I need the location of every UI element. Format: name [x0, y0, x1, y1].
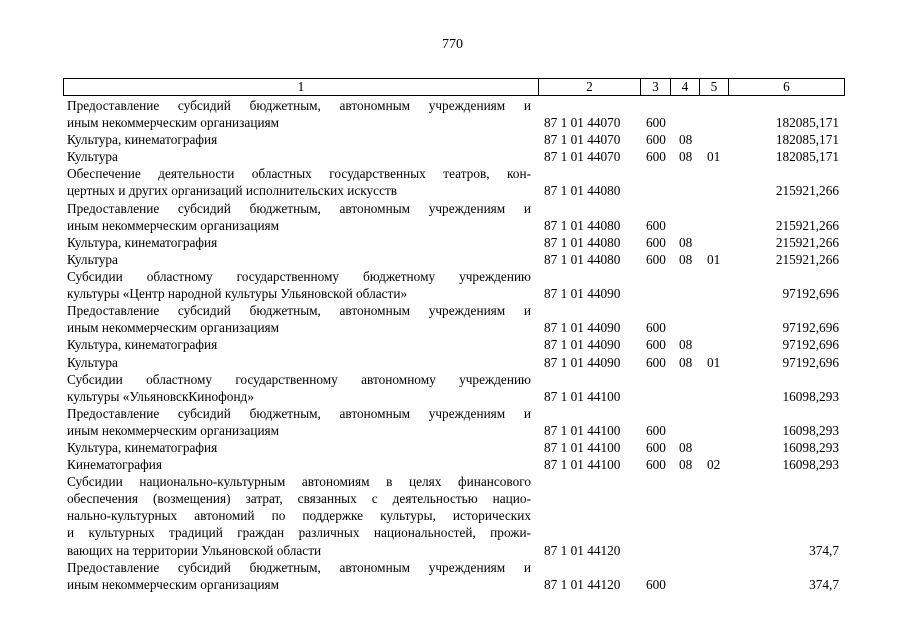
table-row: [0, 354, 905, 371]
description-line: Культура, кинематография: [67, 337, 218, 353]
row-col-4: 08: [679, 234, 693, 250]
row-amount: 215921,266: [775, 251, 839, 267]
description-line: иным некоммерческим организациям: [67, 320, 280, 336]
description-line: иным некоммерческим организациям: [67, 422, 280, 438]
row-col-3: 600: [646, 422, 666, 438]
row-description: [67, 354, 531, 371]
row-amount: 182085,171: [775, 132, 839, 148]
row-code: 87 1 01 44070: [544, 115, 621, 131]
description-line: Предоставление субсидий бюджетным, автономным учреждениям и: [67, 303, 531, 319]
description-line: Культура, кинематография: [67, 132, 218, 148]
row-col-3: 600: [646, 251, 666, 267]
row-code: 87 1 01 44100: [544, 422, 621, 438]
description-line: Культура: [67, 251, 118, 267]
row-amount: 97192,696: [782, 286, 839, 302]
header-col-3: 3: [641, 79, 671, 95]
row-amount: 215921,266: [775, 183, 839, 199]
row-col-3: 600: [646, 457, 666, 473]
row-description: [67, 456, 531, 473]
description-line: нально-культурных автономий по поддержке культуры, исторических: [67, 508, 531, 524]
description-line: Предоставление субсидий бюджетным, автономным учреждениям и: [67, 98, 531, 113]
row-description: [67, 148, 531, 165]
row-col-4: 08: [679, 457, 693, 473]
description-line: Субсидии областному государственному бюджетному учреждению: [67, 269, 531, 284]
row-description: [67, 473, 531, 558]
row-description: [67, 336, 531, 353]
row-col-3: 600: [646, 115, 666, 131]
row-description: [67, 268, 531, 302]
row-col-3: 600: [646, 234, 666, 250]
description-line: Культура: [67, 354, 118, 370]
table-row: [0, 302, 905, 336]
description-line: вающих на территории Ульяновской области: [67, 542, 322, 558]
row-col-3: 600: [646, 320, 666, 336]
row-description: [67, 251, 531, 268]
row-col-3: 600: [646, 132, 666, 148]
row-col-4: 08: [679, 440, 693, 455]
table-row: [0, 234, 905, 251]
header-col-2: 2: [539, 79, 641, 95]
row-amount: 182085,171: [775, 115, 839, 131]
table-row: [0, 148, 905, 165]
page-number: 770: [442, 37, 463, 52]
row-col-4: 08: [679, 337, 693, 353]
table-row: [0, 165, 905, 199]
description-line: Кинематография: [67, 457, 163, 473]
row-amount: 16098,293: [782, 457, 839, 473]
row-col-5: 02: [707, 457, 721, 473]
description-line: Культура, кинематография: [67, 234, 218, 250]
row-col-5: 01: [707, 354, 721, 370]
row-code: 87 1 01 44080: [544, 234, 621, 250]
description-line: иным некоммерческим организациям: [67, 217, 280, 233]
description-line: иным некоммерческим организациям: [67, 576, 280, 592]
table-row: [0, 200, 905, 234]
row-col-5: 01: [707, 251, 721, 267]
description-line: иным некоммерческим организациям: [67, 115, 280, 131]
header-col-1: 1: [64, 79, 539, 95]
row-col-4: 08: [679, 132, 693, 148]
row-col-5: 01: [707, 149, 721, 165]
row-code: 87 1 01 44120: [544, 576, 621, 592]
description-line: культуры «Центр народной культуры Ульяновской области»: [67, 286, 408, 302]
table-row: [0, 251, 905, 268]
table-row: [0, 371, 905, 405]
row-col-4: 08: [679, 251, 693, 267]
row-amount: 374,7: [809, 542, 839, 558]
description-line: культуры «УльяновскКинофонд»: [67, 388, 254, 404]
row-code: 87 1 01 44090: [544, 354, 621, 370]
row-col-3: 600: [646, 440, 666, 455]
table-row: [0, 268, 905, 302]
table-row: [0, 131, 905, 148]
row-code: 87 1 01 44080: [544, 183, 621, 199]
row-description: [67, 165, 531, 199]
row-col-4: 08: [679, 149, 693, 165]
row-code: 87 1 01 44120: [544, 542, 621, 558]
row-amount: 97192,696: [782, 320, 839, 336]
row-amount: 16098,293: [782, 440, 839, 455]
row-description: [67, 131, 531, 148]
row-col-4: 08: [679, 354, 693, 370]
row-amount: 374,7: [809, 576, 839, 592]
row-description: [67, 405, 531, 439]
row-code: 87 1 01 44100: [544, 457, 621, 473]
header-col-5: 5: [700, 79, 729, 95]
row-code: 87 1 01 44070: [544, 132, 621, 148]
description-line: Субсидии национально-культурным автономиям в целях финансового: [67, 474, 531, 490]
row-description: [67, 200, 531, 234]
description-line: и культурных традиций граждан различных национальностей, прожи-: [67, 525, 531, 541]
row-code: 87 1 01 44100: [544, 440, 621, 455]
row-amount: 16098,293: [782, 422, 839, 438]
row-amount: 182085,171: [775, 149, 839, 165]
row-col-3: 600: [646, 149, 666, 165]
description-line: Предоставление субсидий бюджетным, автономным учреждениям и: [67, 200, 531, 216]
row-col-3: 600: [646, 354, 666, 370]
row-col-3: 600: [646, 217, 666, 233]
description-line: Культура, кинематография: [67, 440, 218, 455]
row-description: [67, 371, 531, 405]
row-description: [67, 234, 531, 251]
row-amount: 16098,293: [782, 388, 839, 404]
table-row: [0, 473, 905, 559]
row-description: [67, 302, 531, 336]
row-amount: 97192,696: [782, 354, 839, 370]
table-row: [0, 456, 905, 473]
description-line: Культура: [67, 149, 118, 165]
row-col-3: 600: [646, 337, 666, 353]
description-line: обеспечения (возмещения) затрат, связанных с деятельностью нацио-: [67, 491, 531, 507]
description-line: Предоставление субсидий бюджетным, автономным учреждениям и: [67, 405, 531, 421]
row-code: 87 1 01 44090: [544, 286, 621, 302]
table-row: [0, 559, 905, 593]
row-col-3: 600: [646, 576, 666, 592]
header-col-4: 4: [671, 79, 700, 95]
description-line: цертных и других организаций исполнительских искусств: [67, 183, 398, 199]
row-code: 87 1 01 44090: [544, 337, 621, 353]
row-code: 87 1 01 44100: [544, 388, 621, 404]
row-amount: 215921,266: [775, 217, 839, 233]
row-description: [67, 97, 531, 131]
row-description: [67, 559, 531, 593]
row-amount: 97192,696: [782, 337, 839, 353]
row-description: [67, 439, 531, 456]
description-line: Субсидии областному государственному автономному учреждению: [67, 371, 531, 387]
row-code: 87 1 01 44070: [544, 149, 621, 165]
row-code: 87 1 01 44080: [544, 217, 621, 233]
table-row: [0, 405, 905, 439]
row-code: 87 1 01 44090: [544, 320, 621, 336]
row-amount: 215921,266: [775, 234, 839, 250]
description-line: Обеспечение деятельности областных государственных театров, кон-: [67, 166, 531, 182]
description-line: Предоставление субсидий бюджетным, автономным учреждениям и: [67, 559, 531, 575]
table-row: [0, 97, 905, 131]
table-row: [0, 439, 905, 456]
table-row: [0, 336, 905, 353]
header-col-6: 6: [783, 79, 790, 94]
row-code: 87 1 01 44080: [544, 251, 621, 267]
